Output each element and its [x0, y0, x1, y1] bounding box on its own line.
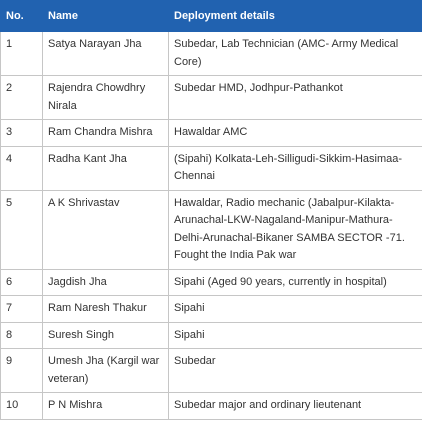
row-details: Subedar: [169, 349, 422, 393]
table-row: [1, 190, 422, 269]
table-row: [1, 322, 422, 349]
row-name: Radha Kant Jha: [43, 146, 169, 190]
row-details: Sipahi: [169, 296, 422, 323]
row-name: Ram Chandra Mishra: [43, 120, 169, 147]
row-name: Satya Narayan Jha: [43, 32, 169, 76]
row-details: Hawaldar AMC: [169, 120, 422, 147]
row-name: A K Shrivastav: [43, 190, 169, 269]
row-details: Sipahi (Aged 90 years, currently in hospital): [169, 269, 422, 296]
header-row: [1, 1, 422, 32]
row-number: 8: [1, 322, 43, 349]
row-number: 7: [1, 296, 43, 323]
table-row: [1, 269, 422, 296]
row-name: Suresh Singh: [43, 322, 169, 349]
row-details: Subedar, Lab Technician (AMC- Army Medical Core): [169, 32, 422, 76]
table-header: [1, 1, 422, 32]
header-name: Name: [43, 1, 169, 32]
row-number: 2: [1, 76, 43, 120]
row-name: Umesh Jha (Kargil war veteran): [43, 349, 169, 393]
header-no: No.: [1, 1, 43, 32]
table-row: [1, 296, 422, 323]
row-number: 1: [1, 32, 43, 76]
table-body: [1, 32, 422, 420]
table-row: [1, 76, 422, 120]
table-row: [1, 146, 422, 190]
row-number: 4: [1, 146, 43, 190]
row-details: Sipahi: [169, 322, 422, 349]
row-details: (Sipahi) Kolkata-Leh-Silligudi-Sikkim-Hasimaa-Chennai: [169, 146, 422, 190]
row-details: Subedar HMD, Jodhpur-Pathankot: [169, 76, 422, 120]
table-row: [1, 349, 422, 393]
row-details: Subedar major and ordinary lieutenant: [169, 393, 422, 420]
table-row: [1, 32, 422, 76]
table-row: [1, 393, 422, 420]
row-number: 10: [1, 393, 43, 420]
header-details: Deployment details: [169, 1, 422, 32]
row-number: 9: [1, 349, 43, 393]
row-name: Rajendra Chowdhry Nirala: [43, 76, 169, 120]
row-number: 5: [1, 190, 43, 269]
table-row: [1, 120, 422, 147]
row-number: 3: [1, 120, 43, 147]
row-name: Jagdish Jha: [43, 269, 169, 296]
row-name: P N Mishra: [43, 393, 169, 420]
row-number: 6: [1, 269, 43, 296]
row-details: Hawaldar, Radio mechanic (Jabalpur-Kilakta-Arunachal-LKW-Nagaland-Manipur-Mathura-Delhi-Arunachal-Bikaner SAMBA SECTOR -71. Fought the India Pak war: [169, 190, 422, 269]
row-name: Ram Naresh Thakur: [43, 296, 169, 323]
